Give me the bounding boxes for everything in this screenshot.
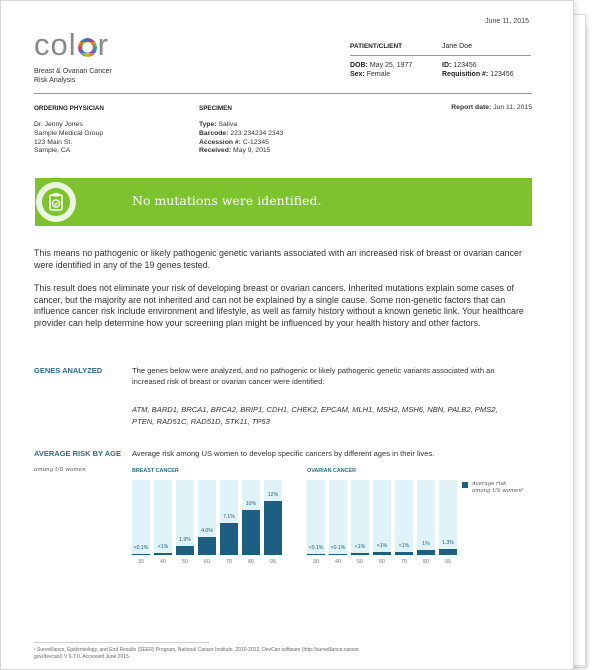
footnote: ¹ Surveillance, Epidemiology, and End Results (SEER) Program, National Cancer Institute. 2010-2012. DevCan software (http://surveillance.cancer. gov/devcan/) V 6.7.0. Accessed June 2015. xyxy=(34,647,360,660)
patient-name: Jane Doe xyxy=(442,43,472,50)
ovarian-bar-fill-70 xyxy=(395,552,413,555)
breast-bar-fill-40 xyxy=(154,553,172,555)
report-date: June 11, 2015 xyxy=(485,18,529,25)
breast-value-label-70: 7.1% xyxy=(223,514,235,520)
ovarian-bar-fill-95 xyxy=(439,549,457,555)
ovarian-value-label-60: <1% xyxy=(376,543,388,549)
breast-tick-label-50: 50 xyxy=(182,559,188,565)
breast-bar-fill-95 xyxy=(264,501,282,555)
ovarian-value-label-40: <0.1% xyxy=(330,545,346,551)
result-badge xyxy=(36,182,76,222)
ovarian-tick-label-50: 50 xyxy=(357,559,363,565)
result-paragraph-2: This result does not eliminate your risk of developing breast or ovarian cancers. Inherited mutations explain some cases of cancer, but the majority are not inherited and can not be explained by a single cause. Some non-genetic factors that can influence cancer risk include environment and lifestyle, as well as family history without a known genetic link. Your healthcare provider can help determine how your screening plan might be influenced by your health history and other factors. xyxy=(34,283,524,328)
color-logo: col r xyxy=(34,27,109,62)
physician-info: Dr. Jenny Jones Sample Medical Group 123 Main St. Sample, CA xyxy=(34,121,104,155)
breast-value-label-80: 10% xyxy=(245,501,257,507)
breast-tick-label-60: 60 xyxy=(204,559,210,565)
header-divider xyxy=(34,93,532,94)
logo-ring-icon xyxy=(78,38,97,57)
breast-chart-title: BREAST CANCER xyxy=(132,468,179,474)
ovarian-bar-fill-60 xyxy=(373,552,391,555)
ovarian-cancer-chart xyxy=(307,480,462,570)
breast-bar-80 xyxy=(242,480,260,555)
breast-bar-60 xyxy=(198,480,216,555)
breast-bar-fill-80 xyxy=(242,510,260,555)
risk-subheader: among US women xyxy=(34,467,86,473)
breast-bar-fill-50 xyxy=(176,546,194,555)
result-paragraph-1: This means no pathogenic or likely pathogenic genetic variants associated with an increased risk of breast or ovarian cancer were identified in any of the 19 genes tested. xyxy=(34,248,522,270)
ovarian-bar-40 xyxy=(329,480,347,555)
specimen-info: Type: Saliva Barcode: 223 234234 2343 Accession #: C-12345 Received: May 9, 2015 xyxy=(199,121,284,155)
footnote-divider xyxy=(34,642,209,643)
ovarian-value-label-30: <0.1% xyxy=(308,545,324,551)
legend-swatch xyxy=(462,482,468,488)
breast-tick-label-80: 80 xyxy=(248,559,254,565)
risk-header: AVERAGE RISK BY AGE xyxy=(34,449,121,458)
breast-bar-fill-30 xyxy=(132,554,150,555)
patient-ids: ID: 123456 Requisition #: 123456 xyxy=(442,62,514,78)
breast-value-label-30: <0.1% xyxy=(133,545,149,551)
test-name: Breast & Ovarian Cancer Risk Analysis xyxy=(34,68,112,84)
ovarian-tick-label-70: 70 xyxy=(401,559,407,565)
patient-dob-sex: DOB: May 25, 1977 Sex: Female xyxy=(350,62,413,78)
ovarian-bar-fill-50 xyxy=(351,553,369,555)
clipboard-check-icon xyxy=(42,188,70,216)
legend-text: Average risk among US women¹ xyxy=(472,481,524,494)
ovarian-bar-30 xyxy=(307,480,325,555)
ovarian-value-label-50: <1% xyxy=(354,544,366,550)
risk-text: Average risk among US women to develop specific cancers by different ages in their lives. xyxy=(132,449,435,458)
ovarian-tick-label-95: 95 xyxy=(445,559,451,565)
ovarian-bar-fill-30 xyxy=(307,554,325,555)
patient-header: PATIENT/CLIENT xyxy=(350,43,531,56)
breast-value-label-40: <1% xyxy=(157,544,169,550)
ovarian-tick-label-60: 60 xyxy=(379,559,385,565)
breast-tick-label-95: 95 xyxy=(270,559,276,565)
breast-bar-50 xyxy=(176,480,194,555)
breast-tick-label-70: 70 xyxy=(226,559,232,565)
physician-header: ORDERING PHYSICIAN xyxy=(34,105,104,112)
breast-bar-30 xyxy=(132,480,150,555)
ovarian-value-label-95: 1.3% xyxy=(442,540,454,546)
breast-bar-fill-60 xyxy=(198,537,216,555)
ovarian-chart-title: OVARIAN CANCER xyxy=(307,468,357,474)
ovarian-value-label-70: <1% xyxy=(398,543,410,549)
genes-text: The genes below were analyzed, and no pathogenic or likely pathogenic genetic variants associated with an increased risk of breast or ovarian cancer were identified: xyxy=(132,366,495,386)
ovarian-value-label-80: 1% xyxy=(422,541,430,547)
ovarian-tick-label-80: 80 xyxy=(423,559,429,565)
result-banner-text: No mutations were identified. xyxy=(132,193,322,208)
breast-value-label-50: 1.9% xyxy=(179,537,191,543)
ovarian-bar-fill-40 xyxy=(329,554,347,555)
genes-list: ATM, BARD1, BRCA1, BRCA2, BRIP1, CDH1, CHEK2, EPCAM, MLH1, MSH2, MSH6, NBN, PALB2, PMS2, PTEN, RAD51C, RAD51D, STK11, TP53 xyxy=(132,405,498,426)
breast-value-label-60: 4.0% xyxy=(201,528,213,534)
report-date-line: Report date: Jun 11, 2015 xyxy=(451,104,532,111)
specimen-header: SPECIMEN xyxy=(199,105,232,112)
breast-value-label-95: 12% xyxy=(267,492,279,498)
ovarian-bar-fill-80 xyxy=(417,550,435,555)
breast-tick-label-40: 40 xyxy=(160,559,166,565)
ovarian-tick-label-30: 30 xyxy=(313,559,319,565)
breast-bar-fill-70 xyxy=(220,523,238,555)
breast-cancer-chart xyxy=(132,480,287,570)
ovarian-tick-label-40: 40 xyxy=(335,559,341,565)
genes-header: GENES ANALYZED xyxy=(34,366,103,375)
breast-tick-label-30: 30 xyxy=(138,559,144,565)
